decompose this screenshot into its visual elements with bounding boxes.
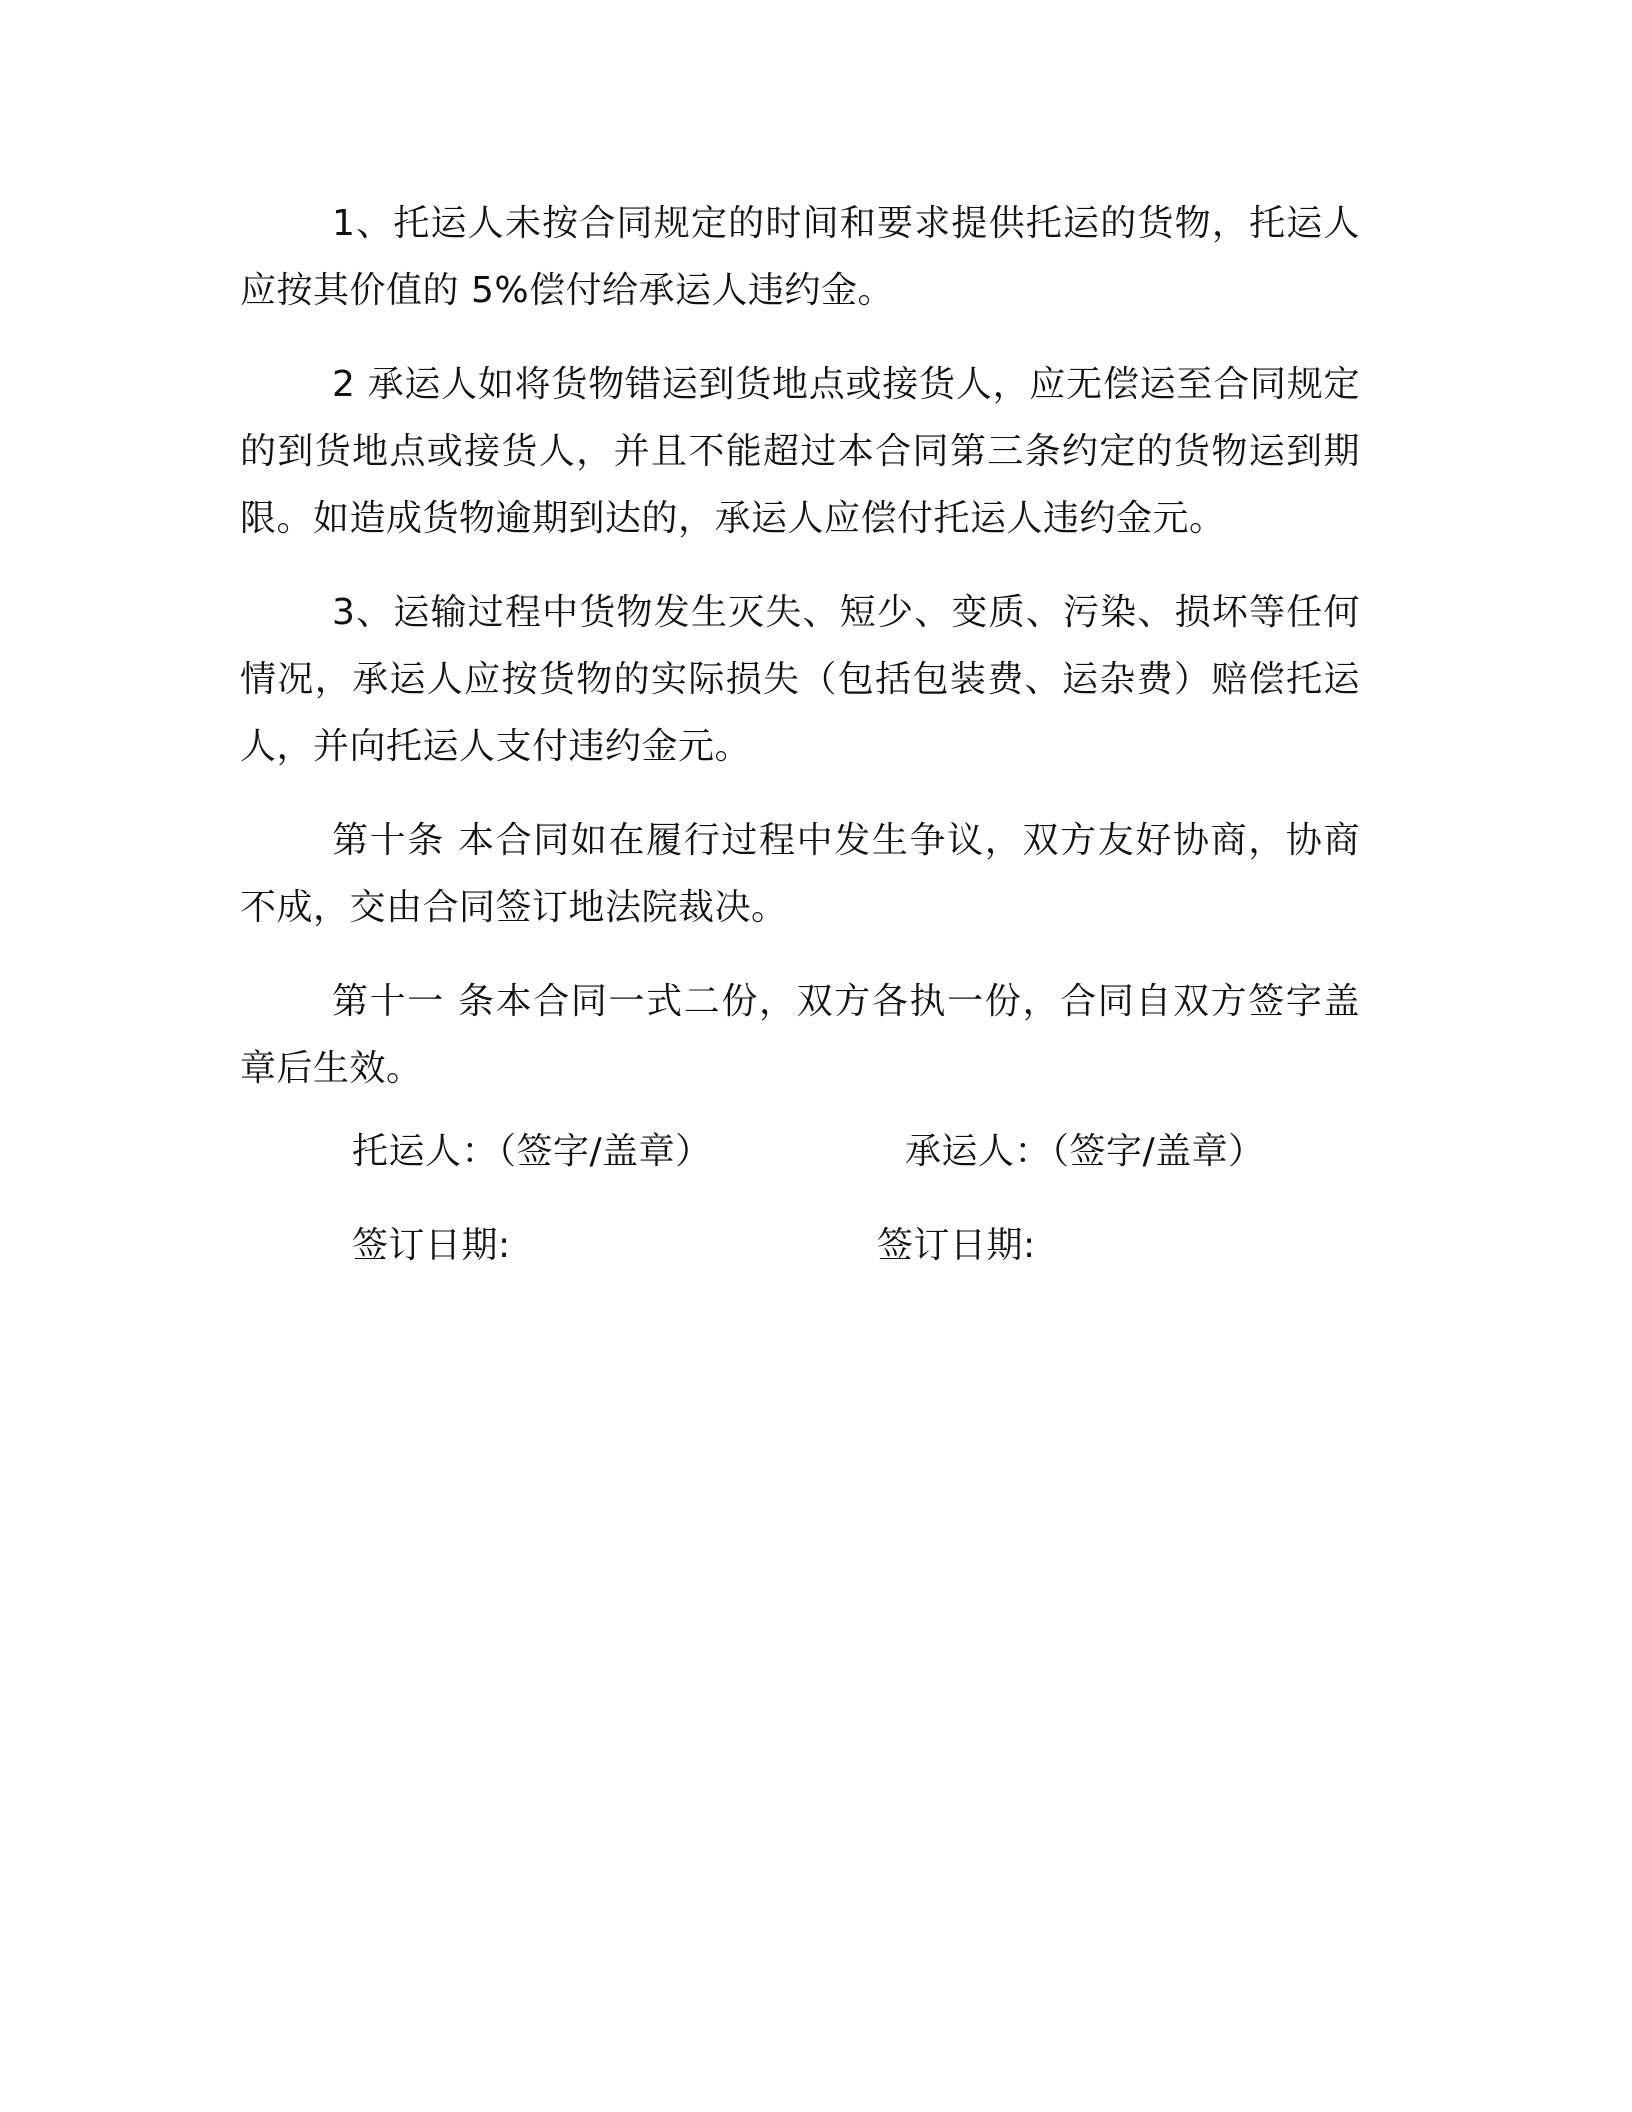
article-11: 第十一 条本合同一式二份，双方各执一份，合同自双方签字盖章后生效。 xyxy=(240,981,1360,1089)
clause-3: 3、运输过程中货物发生灭失、短少、变质、污染、损坏等任何情况，承运人应按货物的实际损失（包括包装费、运杂费）赔偿托运人，并向托运人支付违约金元。 xyxy=(240,592,1360,767)
article-10: 第十条 本合同如在履行过程中发生争议，双方友好协商，协商不成，交由合同签订地法院裁决。 xyxy=(240,820,1360,928)
clause-1: 1、托运人未按合同规定的时间和要求提供托运的货物，托运人应按其价值的 5%偿付给承运人违约金。 xyxy=(240,203,1360,311)
clause-2: 2 承运人如将货物错运到货地点或接货人，应无偿运至合同规定的到货地点或接货人，并且不能超过本合同第三条约定的货物运到期限。如造成货物逾期到达的，承运人应偿付托运人违约金元。 xyxy=(240,364,1360,539)
contract-body xyxy=(240,190,1360,1129)
shipper-date-label: 签订日期: xyxy=(352,1225,511,1266)
shipper-signature-label: 托运人：（签字/盖章） xyxy=(352,1131,712,1172)
carrier-date-label: 签订日期: xyxy=(877,1225,1036,1266)
carrier-signature-label: 承运人：（签字/盖章） xyxy=(905,1131,1265,1172)
